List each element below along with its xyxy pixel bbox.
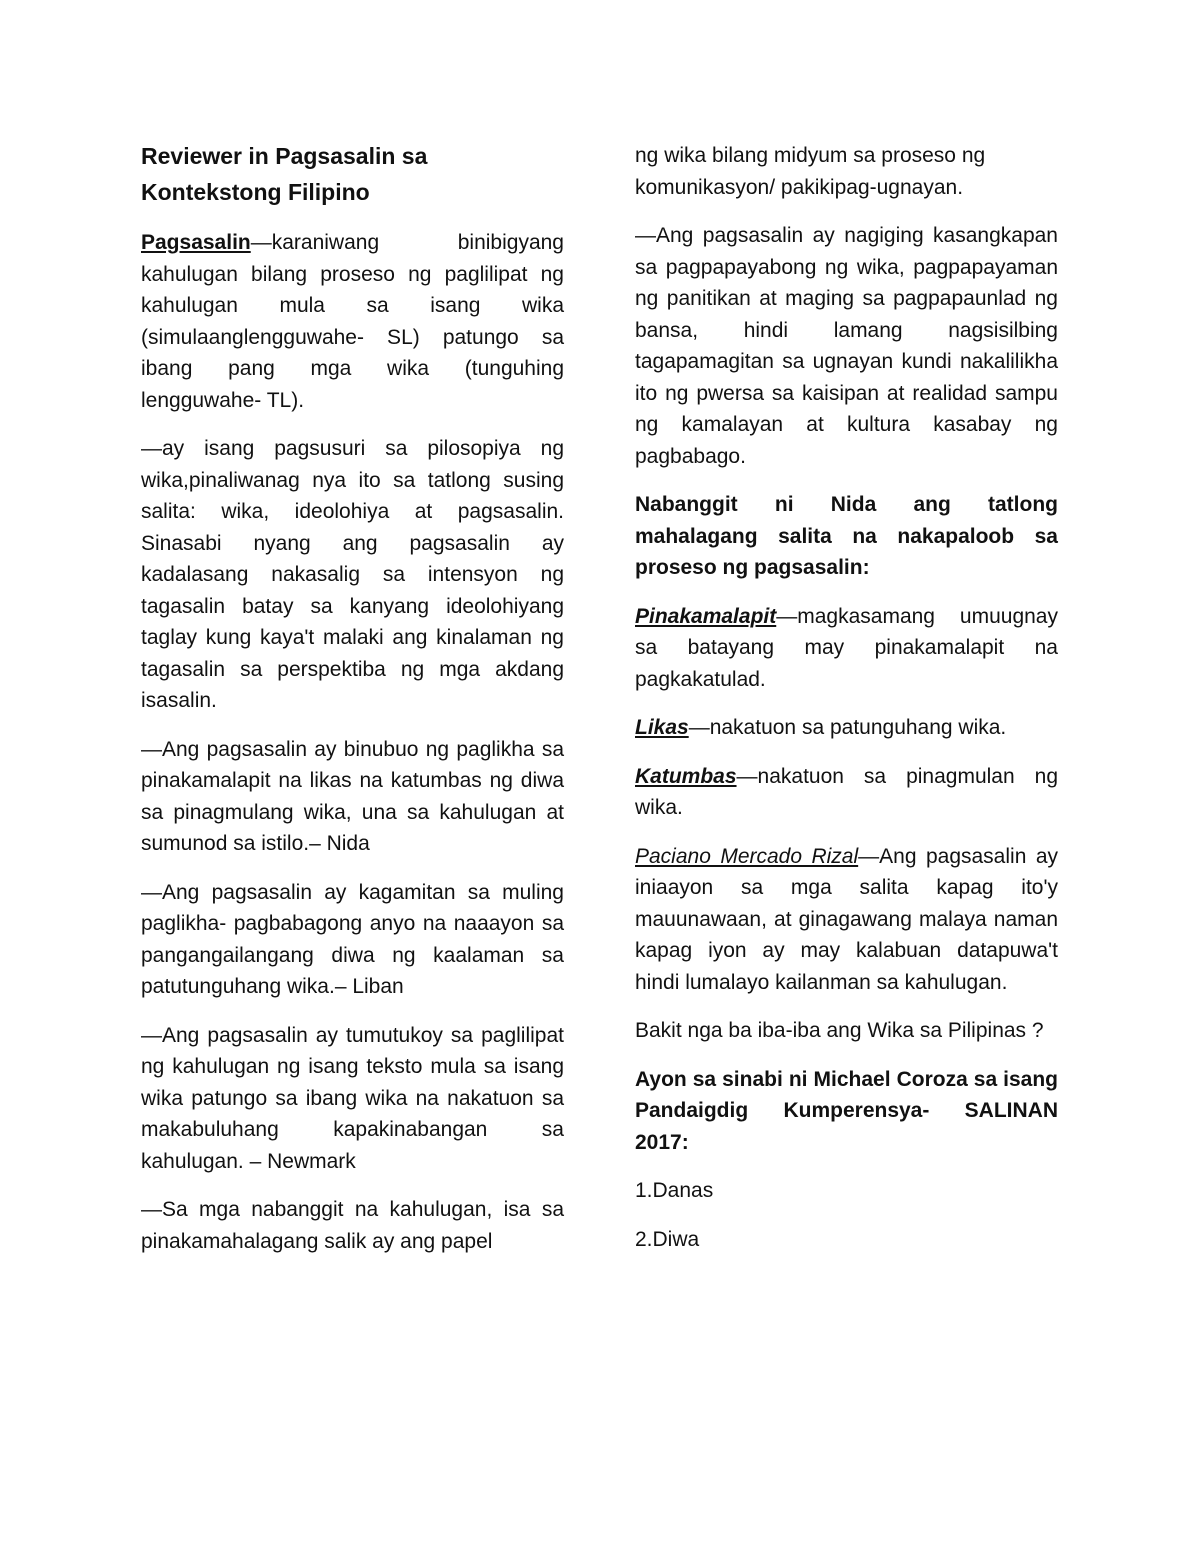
paragraph-question: Bakit nga ba iba-iba ang Wika sa Pilipinas ? bbox=[635, 1019, 1044, 1042]
paragraph: —Ang pagsasalin ay nagiging kasangkapan sa pagpapayabong ng wika, pagpapayaman ng panitikan at maging sa pagpapaunlad ng bansa, hindi lamang nagsisilbing tagapamagitan sa ugnayan kundi nakalilikha ito ng pwersa sa kaisipan at realidad sampu ng kamalayan at kultura kasabay ng pagbabago. bbox=[635, 224, 1058, 468]
page-title: Reviewer in Pagsasalin sa Kontekstong Filipino bbox=[141, 143, 428, 205]
paragraph-pinakamalapit bbox=[635, 601, 1058, 696]
section-heading: Nabanggit ni Nida ang tatlong mahalagang salita na nakapaloob sa proseso ng pagsasalin: bbox=[635, 493, 1058, 579]
term-pagsasalin: Pagsasalin bbox=[141, 231, 251, 254]
list-item: 2.Diwa bbox=[635, 1227, 700, 1251]
list-item: 1.Danas bbox=[635, 1179, 714, 1202]
term-katumbas: Katumbas bbox=[635, 764, 737, 788]
definition-text: —magkasamang umuugnay sa batayang may pinakamalapit na pagkakatulad. bbox=[635, 604, 1058, 691]
definition-text: —nakatuon sa patunguhang wika. bbox=[688, 716, 1007, 739]
paragraph-katumbas bbox=[635, 761, 1058, 824]
left-column bbox=[141, 138, 564, 1274]
paragraph-definition bbox=[141, 227, 564, 416]
right-column bbox=[635, 140, 1058, 1272]
term-likas: Likas bbox=[635, 716, 689, 739]
paragraph: —Sa mga nabanggit na kahulugan, isa sa pinakamahalagang salik ay ang papel bbox=[141, 1198, 564, 1253]
paragraph: ng wika bilang midyum sa proseso ng komunikasyon/ pakikipag-ugnayan. bbox=[635, 144, 986, 199]
paragraph: —ay isang pagsusuri sa pilosopiya ng wika,pinaliwanag nya ito sa tatlong susing salita: wika, ideolohiya at pagsasalin. Sinasabi nyang ang pagsasalin ay kadalasang nakasalig sa intensyon ng tagasalin batay sa kanyang ideolohiyang taglay kung kaya't malaki ang kinalaman ng tagasalin sa perspektiba ng mga akdang isasalin. bbox=[141, 437, 564, 712]
paragraph-liban: —Ang pagsasalin ay kagamitan sa muling paglikha- pagbabagong anyo na naaayon sa pangangailangang diwa ng kaalaman sa patutunguhang wika.– Liban bbox=[141, 880, 564, 998]
section-heading: Ayon sa sinabi ni Michael Coroza sa isang Pandaigdig Kumperensya- SALINAN 2017: bbox=[635, 1067, 1058, 1154]
definition-text: —karaniwang binibigyang kahulugan bilang proseso ng paglilipat ng kahulugan mula sa isang wika (simulaanglengguwahe- SL) patungo sa ibang pang mga wika (tunguhing lengguwahe- TL). bbox=[141, 231, 564, 412]
definition-text: —Ang pagsasalin ay iniaayon sa mga salita kapag ito'y mauunawaan, at ginagawang malaya naman kapag iyon ay may kalabuan datapuwa't hindi lumalayo kailanman sa kahulugan. bbox=[635, 844, 1058, 994]
paragraph-nida: —Ang pagsasalin ay binubuo ng paglikha sa pinakamalapit na likas na katumbas ng diwa sa pinagmulang wika, una sa kahulugan at sumunod sa istilo.– Nida bbox=[141, 737, 564, 855]
term-pinakamalapit: Pinakamalapit bbox=[635, 604, 777, 628]
paragraph-rizal bbox=[635, 841, 1058, 999]
definition-text: —nakatuon sa pinagmulan ng wika. bbox=[635, 764, 1058, 819]
paragraph-likas bbox=[635, 712, 1058, 744]
paragraph-newmark: —Ang pagsasalin ay tumutukoy sa paglilipat ng kahulugan ng isang teksto mula sa isang wika patungo sa ibang wika na nakatuon sa makabuluhang kapakinabangan sa kahulugan. – Newmark bbox=[141, 1023, 564, 1173]
term-rizal: Paciano Mercado Rizal bbox=[635, 844, 859, 868]
